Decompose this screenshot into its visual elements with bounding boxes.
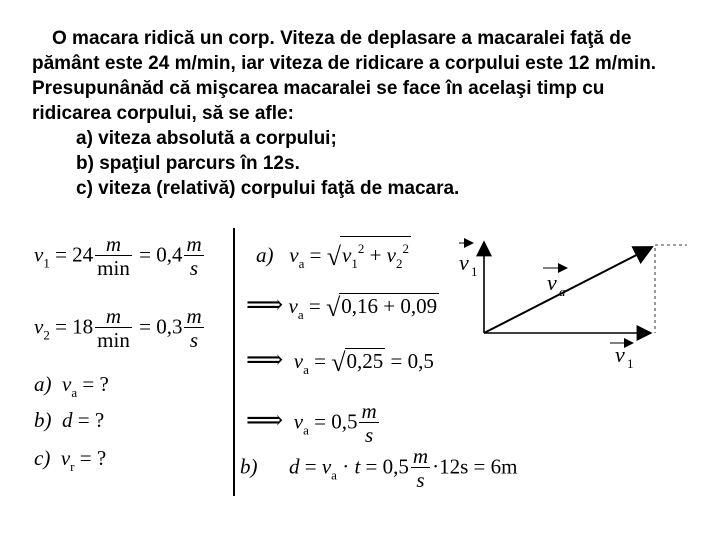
unknown-va: a) $v_a$ = ? [34,372,109,400]
column-divider [233,228,235,496]
v1-horizontal-label: v [615,342,625,367]
question-a: a) viteza absolută a corpului; [76,128,337,149]
given-v2: $v_2 = 18$ $\frac{m}{\min}$ = 0,3 $\frac{m}{s}$ [34,304,202,352]
problem-statement [32,26,692,201]
unknown-d: b) d = ? [34,408,105,432]
solution-a-formula: a) $v_a = √v_1^2 + v_2^2$ [256,236,411,276]
svg-text:1: 1 [627,356,634,371]
svg-text:1: 1 [471,264,478,279]
vector-diagram [455,228,695,378]
va-arrow [484,247,652,333]
unknown-vr: c) $v_r$ = ? [34,446,107,474]
question-c: c) viteza (relativă) corpului faţă de macara. [76,178,460,199]
problem-line-4: ridicarea corpului, să se afle: [32,103,294,124]
svg-text:a: a [559,284,566,299]
problem-line-1: O macara ridică un corp. Viteza de deplasare a macaralei faţă de [52,28,632,49]
v1-vertical-label: v [459,250,469,275]
question-b: b) spaţiul parcurs în 12s. [76,153,300,174]
va-label: v [547,270,557,295]
solution-b: b) $d = v_a \cdot t = 0,5$ $\frac{m}{s}$ ·12s = 6m [240,444,518,492]
solution-a-result: ⟹ $v_a = 0,5$ $\frac{m}{s}$ [246,399,377,447]
problem-line-3: Presupunânăd că mişcarea macaralei se face în acelaşi timp cu [32,78,605,99]
solution-a-step2: ⟹ $v_a = √0,16 + 0,09$ [246,290,438,322]
problem-line-2: pământ este 24 m/min, iar viteza de ridicare a corpului este 12 m/min. [32,53,657,74]
solution-a-step3: ⟹ $v_a = √0,25 = 0,5$ [246,345,434,377]
given-v1: $v_1 = 24$ $\frac{m}{\min}$ = 0,4 $\frac{m}{s}$ [34,232,202,280]
